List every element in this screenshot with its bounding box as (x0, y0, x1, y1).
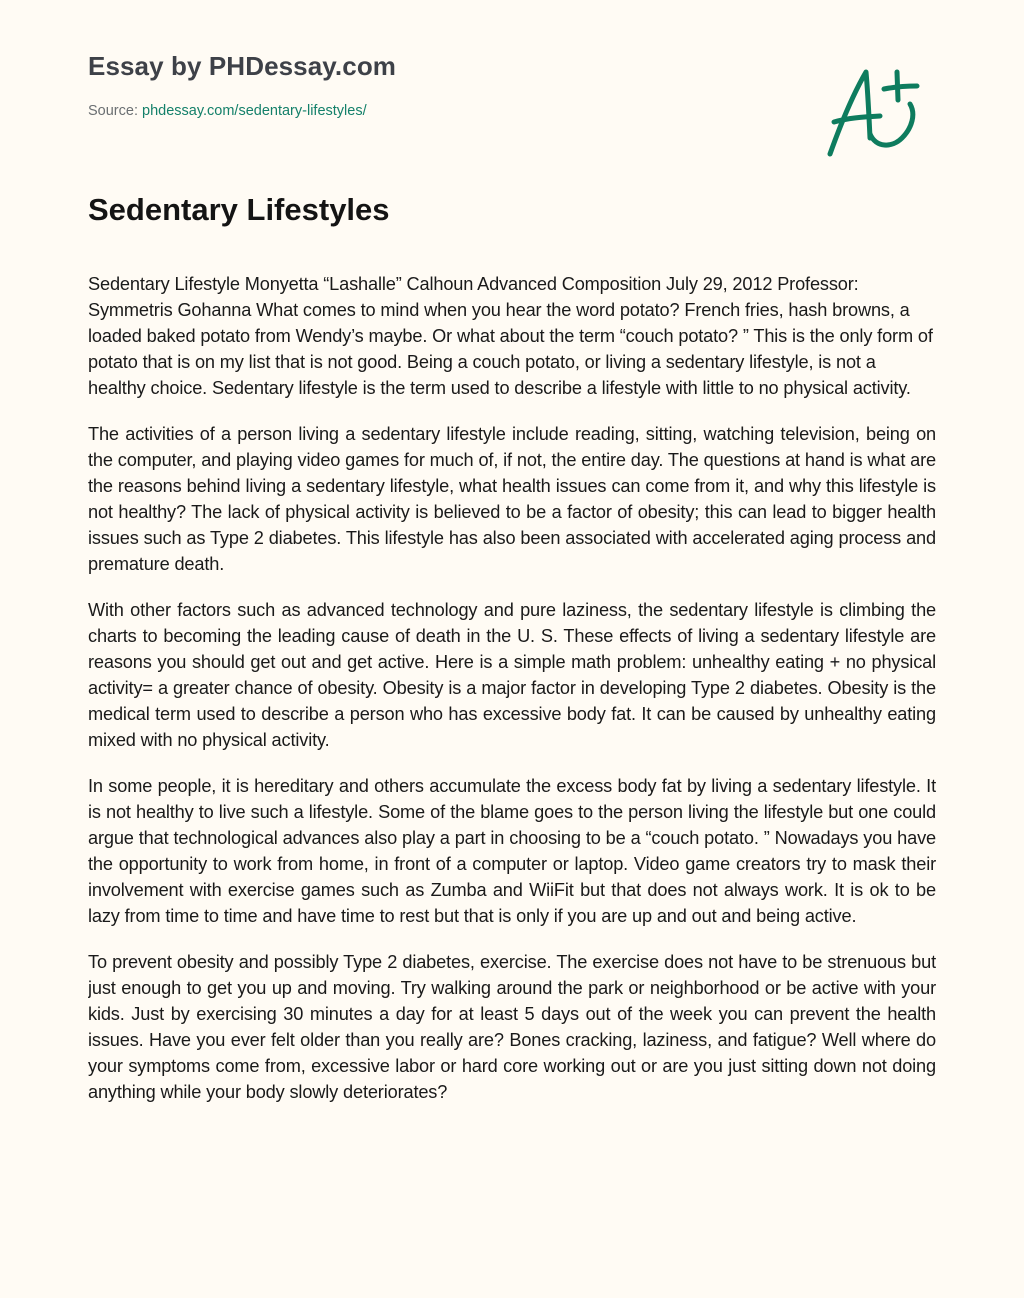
paragraph-5: To prevent obesity and possibly Type 2 diabetes, exercise. The exercise does not have to be strenuous but just enough to get you up and moving. Try walking around the park or neighborhood or be active with your kids. Just by exercising 30 minutes a day for at least 5 days out of the week you can prevent the health issues. Have you ever felt older than you really are? Bones cracking, laziness, and fatigue? Well where do your symptoms come from, excessive labor or hard core working out or are you just sitting down not doing anything while your body slowly deteriorates? (88, 952, 936, 1102)
source-label: Source: (88, 103, 138, 119)
source-link[interactable]: phdessay.com/sedentary-lifestyles/ (142, 103, 367, 119)
page-header (88, 50, 788, 120)
paragraph-1: Sedentary Lifestyle Monyetta “Lashalle” Calhoun Advanced Composition July 29, 2012 Professor: Symmetris Gohanna What comes to mind when you hear the word potato? French fries, hash browns, a loaded baked potato from Wendy’s maybe. Or what about the term “couch potato? ” This is the only form of potato that is on my list that is not good. Being a couch potato, or living a sedentary lifestyle, is not a healthy choice. Sedentary lifestyle is the term used to describe a lifestyle with little to no physical activity. (88, 274, 933, 398)
a-plus-grade-icon (822, 64, 930, 160)
paragraph-2: The activities of a person living a sedentary lifestyle include reading, sitting, watching television, being on the computer, and playing video games for much of, if not, the entire day. The questions at hand is what are the reasons behind living a sedentary lifestyle, what health issues can come from it, and why this lifestyle is not healthy? The lack of physical activity is believed to be a factor of obesity; this can lead to bigger health issues such as Type 2 diabetes. This lifestyle has also been associated with accelerated aging process and premature death. (88, 424, 936, 574)
essay-body (88, 271, 936, 1250)
site-title: Essay by PHDessay.com (88, 51, 397, 81)
paragraph-4: In some people, it is hereditary and others accumulate the excess body fat by living a sedentary lifestyle. It is not healthy to live such a lifestyle. Some of the blame goes to the person living the lifestyle but one could argue that technological advances also play a part in choosing to be a “couch potato. ” Nowadays you have the opportunity to work from home, in front of a computer or laptop. Video game creators try to mask their involvement with exercise games such as Zumba and WiiFit but that does not always work. It is ok to be lazy from time to time and have time to rest but that is only if you are up and out and being active. (88, 776, 936, 926)
document-title: Sedentary Lifestyles (88, 192, 390, 227)
source-line (88, 102, 788, 120)
paragraph-3: With other factors such as advanced technology and pure laziness, the sedentary lifestyle is climbing the charts to becoming the leading cause of death in the U. S. These effects of living a sedentary lifestyle are reasons you should get out and get active. Here is a simple math problem: unhealthy eating + no physical activity= a greater chance of obesity. Obesity is a major factor in developing Type 2 diabetes. Obesity is the medical term used to describe a person who has excessive body fat. It can be caused by unhealthy eating mixed with no physical activity. (88, 600, 936, 750)
